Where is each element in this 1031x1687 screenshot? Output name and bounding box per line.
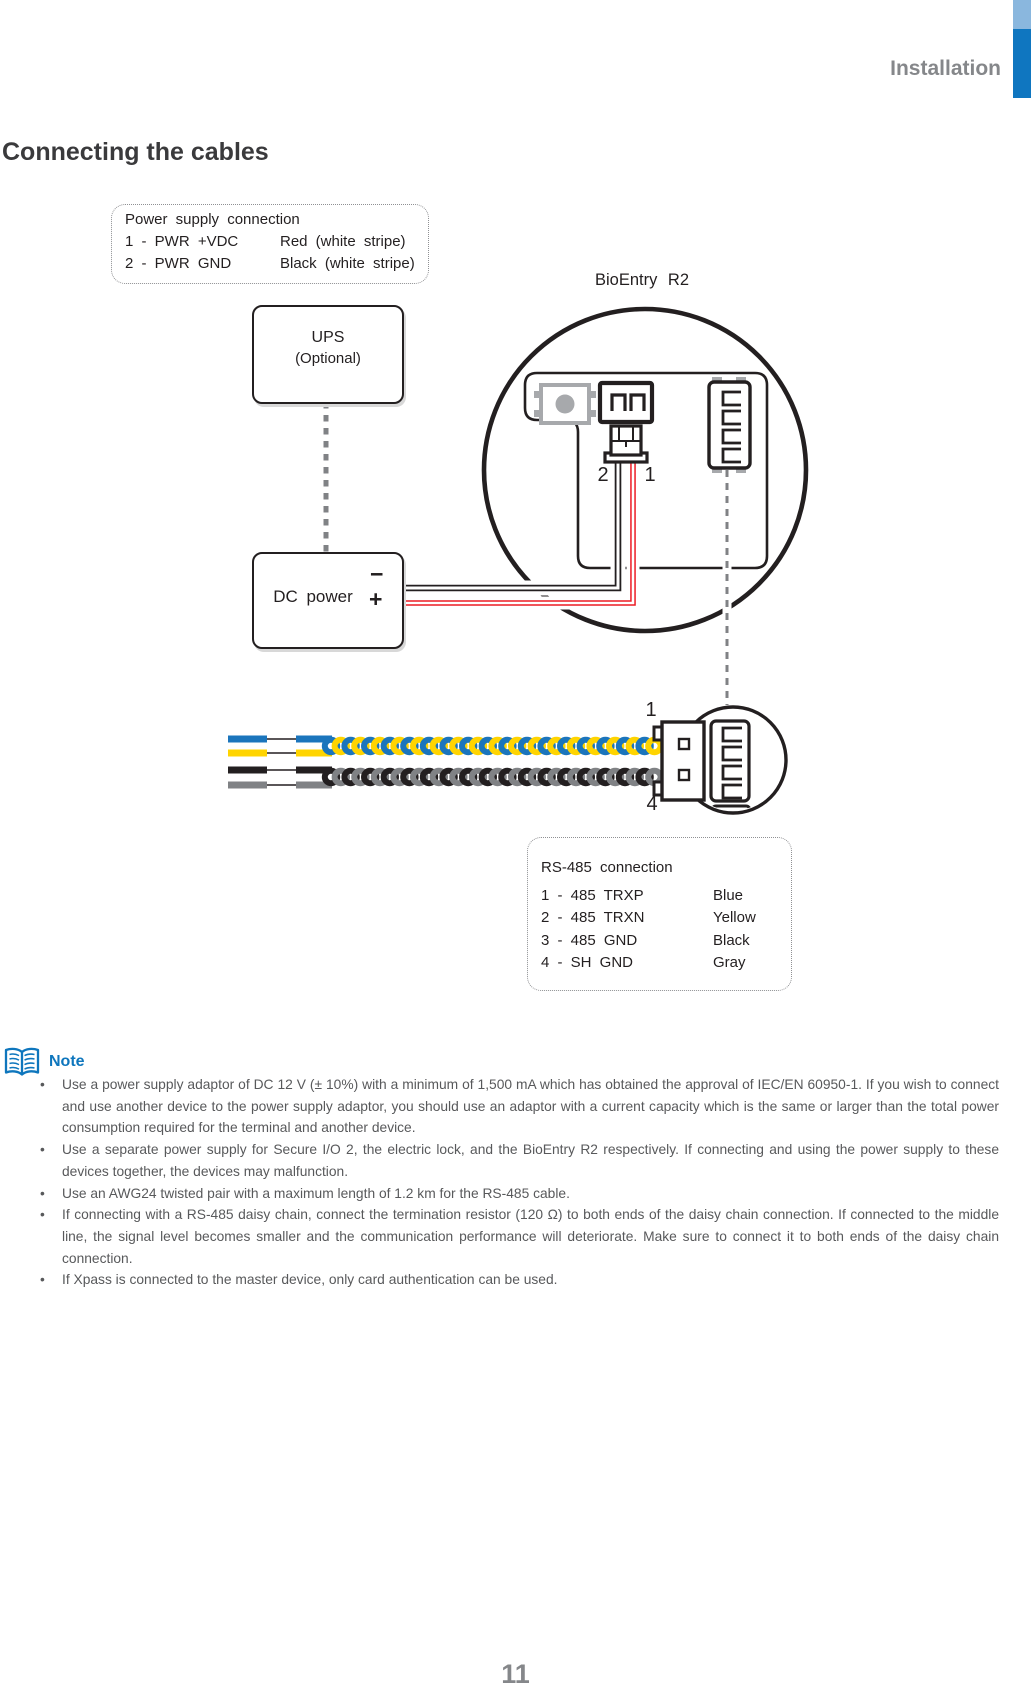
pin-label: 2 - 485 TRXN <box>541 909 645 926</box>
minus-terminal-label: − <box>370 561 384 587</box>
power-legend-title: Power supply connection <box>125 211 300 228</box>
tact-switch-icon <box>534 385 596 423</box>
wire-color-label: Gray <box>713 954 746 971</box>
note-bullet: • Use a separate power supply for Secure I/O 2, the electric lock, and the BioEntry R2 respectively. If connecting and using the power supply to these devices together, the devices may malfunction. <box>38 1139 999 1182</box>
rs485-legend-box <box>527 837 792 991</box>
device-name-label: BioEntry R2 <box>594 271 690 289</box>
wire-color-label: Black <box>713 932 750 949</box>
note-bullet: • If connecting with a RS-485 daisy chain, connect the termination resistor (120 Ω) to both ends of the daisy chain connection. If connected to the middle line, the signal level becomes smaller and the communication performance will deteriorate. Make sure to connect it to both ends of the daisy chain connection. <box>38 1204 999 1269</box>
rs485-legend-row <box>541 932 750 949</box>
note-bullet-list <box>38 1074 999 1291</box>
page-number: 11 <box>501 1659 530 1687</box>
twisted-pair-blue-yellow <box>325 740 661 752</box>
open-book-icon <box>3 1046 41 1078</box>
rs485-pin4-label: 4 <box>646 793 658 815</box>
rs485-legend-row <box>541 954 746 971</box>
pin-label: 2 - PWR GND <box>125 255 232 272</box>
rs485-legend-row <box>541 887 743 904</box>
ups-label: UPS <box>311 329 345 346</box>
rs485-legend-title: RS-485 connection <box>541 859 673 876</box>
wire-color-label: Yellow <box>713 909 756 926</box>
wire-color-label: Red (white stripe) <box>280 233 406 250</box>
note-bullet: • Use an AWG24 twisted pair with a maximum length of 1.2 km for the RS-485 cable. <box>38 1183 999 1205</box>
rs485-socket-icon <box>709 377 750 473</box>
plus-terminal-label: + <box>369 586 383 612</box>
wire-color-label: Black (white stripe) <box>280 255 415 272</box>
power-legend-row <box>125 233 406 250</box>
pin-label: 1 - 485 TRXP <box>541 887 644 904</box>
power-pin2-label: 2 <box>597 464 609 486</box>
power-legend-row <box>125 255 415 272</box>
note-bullet: • If Xpass is connected to the master device, only card authentication can be used. <box>38 1269 999 1291</box>
pin-label: 4 - SH GND <box>541 954 634 971</box>
section-header: Installation <box>890 57 1001 80</box>
pin-label: 3 - 485 GND <box>541 932 638 949</box>
header-accent-bar-dark <box>1013 29 1031 98</box>
twisted-pair-black-gray <box>325 771 661 783</box>
rs485-plug-icon <box>654 722 704 800</box>
wire-color-label: Blue <box>713 887 744 904</box>
dc-power-label: DC power <box>273 587 353 606</box>
wire-ends <box>228 736 332 789</box>
power-supply-legend-box <box>111 204 429 284</box>
rs485-legend-row <box>541 909 756 926</box>
power-pin1-label: 1 <box>644 464 656 486</box>
power-socket-icon <box>600 383 652 422</box>
header-accent-bar-light <box>1013 0 1031 29</box>
ups-box <box>252 305 404 404</box>
note-label: Note <box>49 1053 85 1070</box>
rs485-pin1-label: 1 <box>645 699 657 721</box>
pin-label: 1 - PWR +VDC <box>125 233 239 250</box>
dc-power-box <box>252 552 404 649</box>
page-title: Connecting the cables <box>2 138 269 166</box>
power-plug-icon <box>605 426 647 462</box>
ups-optional-label: (Optional) <box>295 350 361 367</box>
note-bullet: • Use a power supply adaptor of DC 12 V (± 10%) with a minimum of 1,500 mA which has obtained the approval of IEC/EN 60950-1. If you wish to connect and use another device to the power supply adaptor, you should use an adaptor with a current capacity which is the same or larger than the total power consumption required for the terminal and another device. <box>38 1074 999 1139</box>
